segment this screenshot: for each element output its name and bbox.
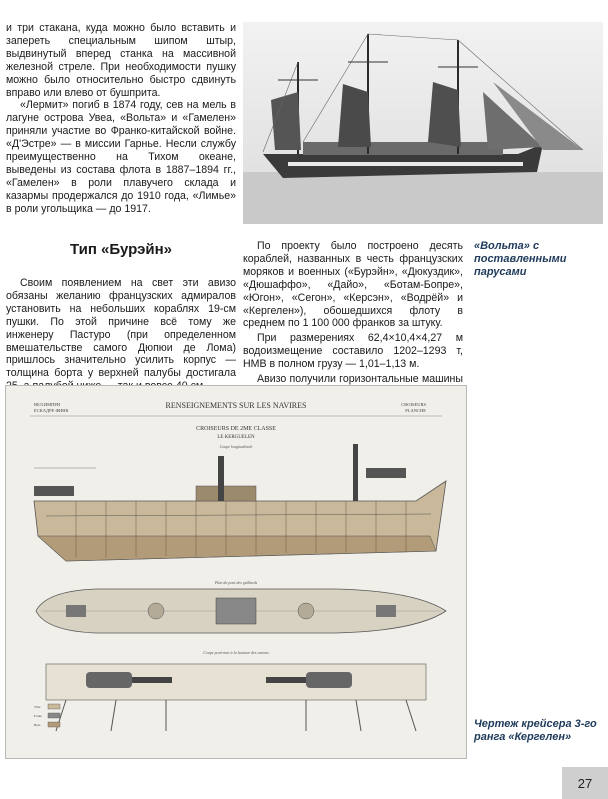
paragraph: При размерениях 62,4×10,4×4,27 м водоизмещение составило 1202–1293 т, НМВ в полном грузу — 1,01–1,13 м. <box>243 332 463 371</box>
paragraph: По проекту было построено десять кораблей, названных в честь французских моряков и военных («Бурэйн», «Дюкуздик», «Дюшаффо», «Дайо», «Ботам-Бопре», «Югон», «Сегон», «Керсэн», «Водрёй» и «Кергелен»), обошедшихся флоту в среднем по 1 100 000 франков за штуку. <box>243 240 463 330</box>
paragraph: «Лермит» погиб в 1874 году, сев на мель в лагуне острова Увеа, «Вольта» и «Гамелен» приняли участие во Франко-китайской войне. «Д'Эстре» — в миссии Гарнье. Несли службу преимущественно на Тихом океане, выведены из состава флота в 1887–1894 гг., «Гамелен» в роли плавучего склада и казармы продержался до 1910 года, «Лимье» в роли угольщика — до 1917. <box>6 99 236 215</box>
drawing-plan-label: Coupe pont-mur à la hauteur des canons <box>203 650 269 655</box>
drawing-legend-label: Fonte <box>34 714 42 718</box>
text-column-top <box>6 22 236 216</box>
drawing-caption: Чертеж крейсера 3-го ранга «Кергелен» <box>474 718 597 743</box>
text-column-bottom <box>6 277 236 393</box>
drawing-header-right: CROISEURS <box>401 402 426 407</box>
section-title: Тип «Бурэйн» <box>70 241 172 258</box>
drawing-header-title: RENSEIGNEMENTS SUR LES NAVIRES <box>165 401 307 410</box>
drawing-ship-name: LE KERGUELEN <box>217 435 255 440</box>
drawing-legend-label: Tôle <box>34 705 41 709</box>
drawing-header-left: ВЕЛ.ИМПРИ <box>34 402 61 407</box>
ship-photo <box>243 22 603 224</box>
page-number: 27 <box>562 767 608 799</box>
ship-drawing-image <box>6 386 466 758</box>
drawing-header-left: ЕСКАДРЕ ФИНК <box>34 408 69 413</box>
text-column-right <box>243 240 463 401</box>
ship-drawing <box>5 385 467 759</box>
photo-caption: «Вольта» с поставленными парусами <box>474 240 567 278</box>
paragraph: Своим появлением на свет эти авизо обязаны желанию французских адмиралов установить на небольших кораблях 19-см пушки. По этой причине всё тому же инженеру Пастуро (при определенном вмешательстве самого Дюпюи де Лома) пришлось значительно усилить корпус — толщина борта у верхней палубы достигала <box>6 277 236 380</box>
drawing-subtitle: CROISEURS DE 2ME CLASSE <box>196 426 276 432</box>
ship-photo-image <box>243 22 603 224</box>
drawing-section-label: Coupe longitudinale <box>219 444 253 449</box>
drawing-legend-label: Bois <box>34 723 41 727</box>
drawing-plan-label: Plan du pont des gaillards <box>214 580 258 585</box>
paragraph: и три стакана, куда можно было вставить и запереть специальным шипом штыр, выдвинутый вперед станка на массивной железной стреле. При необходимости пушку можно было относительно быстро сдвинуть вправо или влево от бушприта. <box>6 22 236 99</box>
paragraph: Авизо получили горизонтальные машины <box>257 373 463 386</box>
drawing-header-right: PLANCHE <box>405 408 426 413</box>
